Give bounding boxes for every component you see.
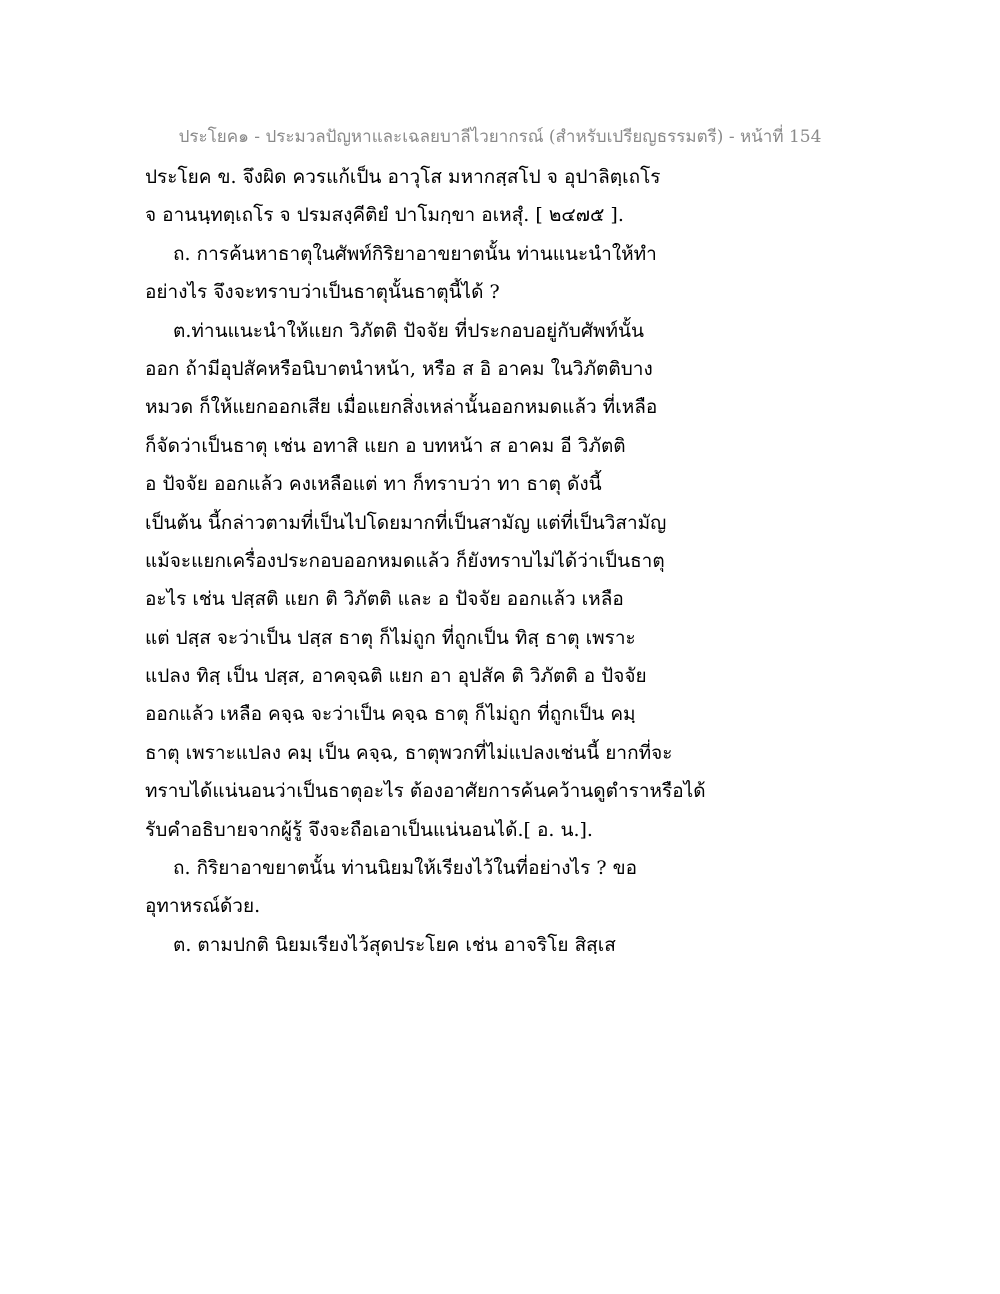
text-line: ประโยค ข. จึงผิด ควรแก้เป็น อาวุโส มหากสฺสโป จ อุปาลิตฺเถโร	[145, 166, 661, 188]
text-line: ธาตุ เพราะแปลง คมฺ เป็น คจฺฉ, ธาตุพวกที่ไม่แปลงเช่นนี้ ยากที่จะ	[145, 741, 673, 764]
text-line: รับคำอธิบายจากผู้รู้ จึงจะถือเอาเป็นแน่นอนได้.[ อ. น.].	[145, 818, 593, 841]
answer-line: ต. ตามปกติ นิยมเรียงไว้สุดประโยค เช่น อาจริโย สิสฺเส	[173, 933, 616, 956]
text-line: ออก ถ้ามีอุปสัคหรือนิบาตนำหน้า, หรือ ส อิ อาคม ในวิภัตติบาง	[145, 357, 653, 380]
text-line: อ ปัจจัย ออกแล้ว คงเหลือแต่ ทา ก็ทราบว่า ทา ธาตุ ดังนี้	[145, 473, 602, 496]
text-line: อะไร เช่น ปสฺสติ แยก ติ วิภัตติ และ อ ปัจจัย ออกแล้ว เหลือ	[145, 588, 624, 611]
answer-line: ต.ท่านแนะนำให้แยก วิภัตติ ปัจจัย ที่ประกอบอยู่กับศัพท์นั้น	[173, 319, 644, 342]
body-text	[145, 158, 705, 964]
text-line: อุทาหรณ์ด้วย.	[145, 895, 261, 918]
text-line: หมวด ก็ให้แยกออกเสีย เมื่อแยกสิ่งเหล่านั้นออกหมดแล้ว ที่เหลือ	[145, 396, 658, 419]
page-header: ประโยค๑ - ประมวลปัญหาและเฉลยบาลีไวยากรณ์ (สำหรับเปรียญธรรมตรี) - หน้าที่ 154	[178, 127, 822, 147]
text-line: จ อานนฺทตฺเถโร จ ปรมสงฺคีติยํ ปาโมกฺขา อเหสุํ. [ ๒๔๗๕ ].	[145, 204, 624, 227]
text-line: แม้จะแยกเครื่องประกอบออกหมดแล้ว ก็ยังทราบไม่ได้ว่าเป็นธาตุ	[145, 549, 665, 572]
text-line: ก็จัดว่าเป็นธาตุ เช่น อทาสิ แยก อ บทหน้า ส อาคม อี วิภัตติ	[145, 434, 626, 457]
text-line: เป็นต้น นี้กล่าวตามที่เป็นไปโดยมากที่เป็นสามัญ แต่ที่เป็นวิสามัญ	[145, 511, 667, 534]
question-line: ถ. กิริยาอาขยาตนั้น ท่านนิยมให้เรียงไว้ในที่อย่างไร ? ขอ	[173, 857, 637, 880]
text-line: ทราบได้แน่นอนว่าเป็นธาตุอะไร ต้องอาศัยการค้นคว้านดูตำราหรือได้	[145, 780, 706, 803]
text-line: แปลง ทิสฺ เป็น ปสฺส, อาคจฺฉติ แยก อา อุปสัค ติ วิภัตติ อ ปัจจัย	[145, 665, 647, 688]
question-line: ถ. การค้นหาธาตุในศัพท์กิริยาอาขยาตนั้น ท่านแนะนำให้ทำ	[173, 242, 657, 265]
text-line: ออกแล้ว เหลือ คจฺฉ จะว่าเป็น คจฺฉ ธาตุ ก็ไม่ถูก ที่ถูกเป็น คมฺ	[145, 703, 636, 726]
text-line: แต่ ปสฺส จะว่าเป็น ปสฺส ธาตุ ก็ไม่ถูก ที่ถูกเป็น ทิสฺ ธาตุ เพราะ	[145, 626, 636, 649]
text-line: อย่างไร จึงจะทราบว่าเป็นธาตุนั้นธาตุนี้ได้ ?	[145, 281, 500, 304]
